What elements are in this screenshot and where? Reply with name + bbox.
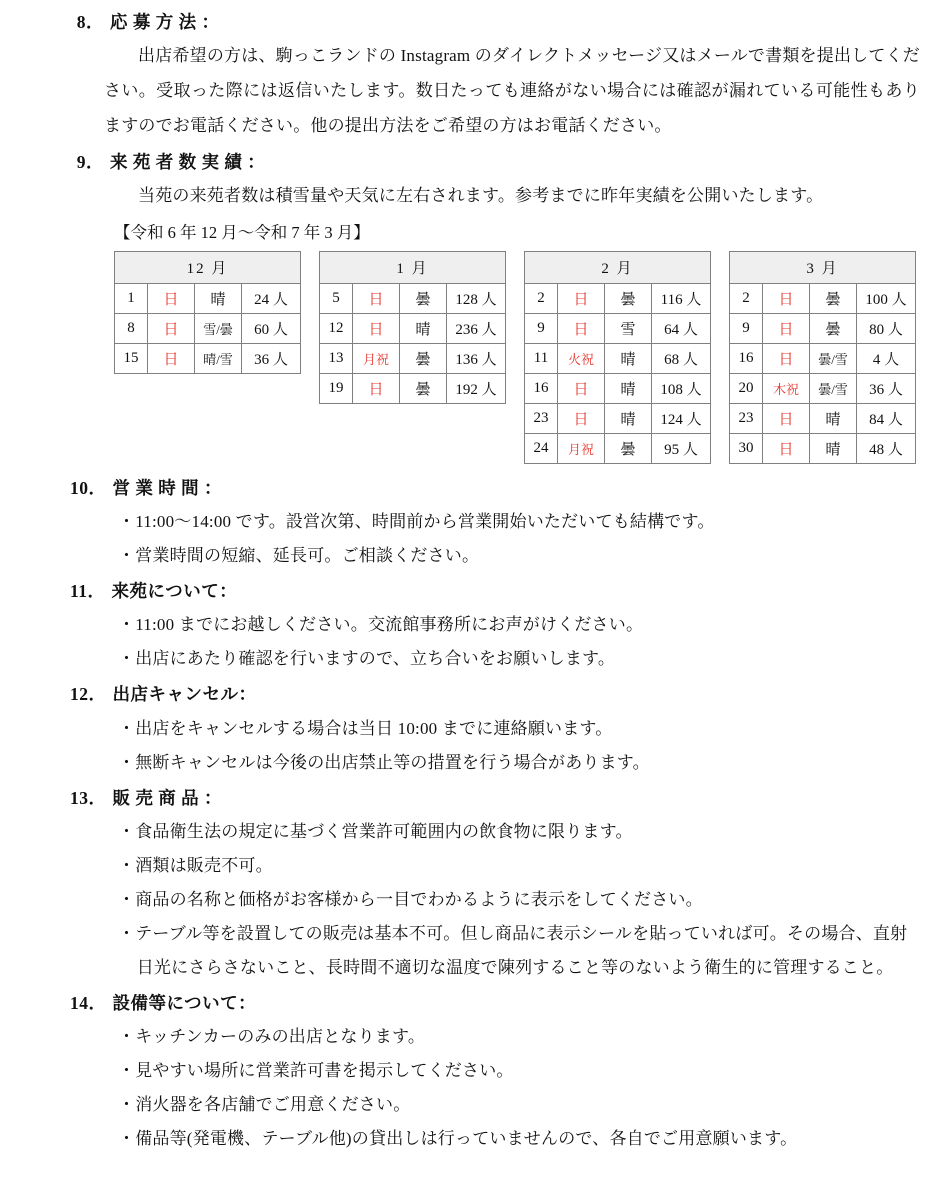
cell-dayofweek: 月祝 xyxy=(353,343,400,373)
cell-day: 19 xyxy=(320,373,353,403)
table-row xyxy=(320,343,506,373)
table-row xyxy=(320,373,506,403)
section-number: 8． xyxy=(76,12,104,32)
cell-dayofweek: 日 xyxy=(763,343,810,373)
cell-day: 30 xyxy=(730,433,763,463)
table-row xyxy=(730,373,916,403)
bullet-item: ・出店にあたり確認を行いますので、立ち合いをお願いします。 xyxy=(118,649,616,669)
table-row xyxy=(525,313,711,343)
table-row xyxy=(115,343,301,373)
cell-dayofweek: 日 xyxy=(763,283,810,313)
bullet-item: ・商品の名称と価格がお客様から一目でわかるように表示をしてください。 xyxy=(118,889,703,909)
cell-count: 64 人 xyxy=(652,313,711,343)
cell-dayofweek: 火祝 xyxy=(558,343,605,373)
bullet-item: ・消火器を各店舗でご用意ください。 xyxy=(118,1095,411,1115)
attendance-table-january xyxy=(319,251,506,404)
table-row xyxy=(730,283,916,313)
cell-weather: 晴 xyxy=(195,283,242,313)
bullet-item: ・無断キャンセルは今後の出店禁止等の措置を行う場合があります。 xyxy=(118,752,650,772)
cell-weather: 雪 xyxy=(605,313,652,343)
section-number: 12． xyxy=(70,684,107,705)
attendance-table-december xyxy=(114,251,301,374)
section-title: 営 業 時 間 ： xyxy=(112,477,222,498)
cell-count: 24 人 xyxy=(242,283,301,313)
cell-weather: 曇 xyxy=(810,283,857,313)
bullet-item: ・11:00～14:00 です。設営次第、時間前から営業開始いただいても結構です。 xyxy=(118,512,715,532)
bullet-item: ・備品等(発電機、テーブル他)の貸出しは行っていませんので、各自でご用意願います。 xyxy=(118,1129,798,1149)
attendance-table-march xyxy=(729,251,916,464)
section-heading xyxy=(70,678,920,711)
cell-day: 8 xyxy=(115,313,148,343)
table-row xyxy=(730,403,916,433)
section-heading xyxy=(70,782,920,815)
cell-weather: 雪/曇 xyxy=(195,313,242,343)
section-number: 9． xyxy=(76,151,104,172)
cell-count: 236 人 xyxy=(447,313,506,343)
cell-dayofweek: 日 xyxy=(763,403,810,433)
section-11 xyxy=(70,575,920,676)
section-heading xyxy=(70,146,920,179)
table-row xyxy=(320,283,506,313)
cell-day: 16 xyxy=(525,373,558,403)
section-heading xyxy=(70,472,920,505)
cell-count: 4 人 xyxy=(857,343,916,373)
cell-weather: 晴 xyxy=(810,433,857,463)
section-title: 応 募 方 法 ： xyxy=(110,12,220,32)
cell-weather: 晴/雪 xyxy=(195,343,242,373)
table-row xyxy=(115,313,301,343)
cell-count: 48 人 xyxy=(857,433,916,463)
cell-weather: 曇 xyxy=(605,283,652,313)
bullet-item: ・食品衛生法の規定に基づく営業許可範囲内の飲食物に限ります。 xyxy=(118,821,633,841)
cell-dayofweek: 日 xyxy=(558,373,605,403)
attendance-table-february xyxy=(524,251,711,464)
bullet-item: ・キッチンカーのみの出店となります。 xyxy=(118,1027,426,1047)
cell-day: 23 xyxy=(730,403,763,433)
cell-dayofweek: 日 xyxy=(148,313,195,343)
table-row xyxy=(730,433,916,463)
section-9 xyxy=(70,146,920,464)
cell-weather: 曇/雪 xyxy=(810,343,857,373)
bullet-item xyxy=(70,917,920,985)
table-row xyxy=(525,433,711,463)
cell-count: 36 人 xyxy=(242,343,301,373)
cell-day: 24 xyxy=(525,433,558,463)
cell-count: 95 人 xyxy=(652,433,711,463)
table-header: 3 月 xyxy=(730,251,916,283)
section-10 xyxy=(70,472,920,573)
cell-dayofweek: 日 xyxy=(148,283,195,313)
cell-count: 136 人 xyxy=(447,343,506,373)
cell-weather: 曇 xyxy=(400,373,447,403)
section-12 xyxy=(70,678,920,779)
cell-day: 9 xyxy=(525,313,558,343)
cell-day: 2 xyxy=(730,283,763,313)
section-paragraph: 当苑の来苑者数は積雪量や天気に左右されます。参考までに昨年実績を公開いたします。 xyxy=(138,186,824,206)
bullet-item: ・酒類は販売不可。 xyxy=(118,855,273,875)
cell-day: 2 xyxy=(525,283,558,313)
section-title: 来 苑 者 数 実 績 ： xyxy=(110,151,266,172)
cell-count: 68 人 xyxy=(652,343,711,373)
section-heading xyxy=(70,987,920,1020)
cell-weather: 曇 xyxy=(605,433,652,463)
cell-weather: 曇 xyxy=(810,313,857,343)
cell-weather: 晴 xyxy=(400,313,447,343)
cell-weather: 曇/雪 xyxy=(810,373,857,403)
cell-weather: 曇 xyxy=(400,283,447,313)
cell-dayofweek: 日 xyxy=(148,343,195,373)
table-row xyxy=(320,313,506,343)
cell-weather: 晴 xyxy=(605,373,652,403)
cell-count: 192 人 xyxy=(447,373,506,403)
cell-count: 116 人 xyxy=(652,283,711,313)
cell-day: 12 xyxy=(320,313,353,343)
bullet-item: ・見やすい場所に営業許可書を掲示してください。 xyxy=(118,1061,514,1081)
cell-dayofweek: 日 xyxy=(763,313,810,343)
cell-dayofweek: 月祝 xyxy=(558,433,605,463)
table-row xyxy=(115,283,301,313)
cell-weather: 晴 xyxy=(605,343,652,373)
cell-dayofweek: 日 xyxy=(558,283,605,313)
cell-day: 23 xyxy=(525,403,558,433)
section-title: 出店キャンセル： xyxy=(112,684,257,705)
table-row xyxy=(730,343,916,373)
attendance-table-caption: 【令和 6 年 12 月～令和 7 年 3 月】 xyxy=(114,222,370,242)
cell-count: 108 人 xyxy=(652,373,711,403)
cell-count: 80 人 xyxy=(857,313,916,343)
cell-day: 9 xyxy=(730,313,763,343)
section-heading xyxy=(70,575,920,608)
cell-dayofweek: 日 xyxy=(353,283,400,313)
section-paragraph: 出店希望の方は、駒っこランドの Instagram のダイレクトメッセージ又はメールで書類を提出してください。受取った際には返信いたします。数日たっても連絡がない場合には確認が漏れている可能性もありますのでお電話ください。他の提出方法をご希望の方はお電話ください。 xyxy=(104,46,920,135)
cell-count: 128 人 xyxy=(447,283,506,313)
table-row xyxy=(525,373,711,403)
cell-weather: 晴 xyxy=(810,403,857,433)
cell-dayofweek: 木祝 xyxy=(763,373,810,403)
table-header: 1 月 xyxy=(320,251,506,283)
cell-day: 5 xyxy=(320,283,353,313)
bullet-item: ・出店をキャンセルする場合は当日 10:00 までに連絡願います。 xyxy=(118,718,613,738)
table-row xyxy=(730,313,916,343)
bullet-item: ・11:00 までにお越しください。交流館事務所にお声がけください。 xyxy=(118,615,644,635)
cell-dayofweek: 日 xyxy=(763,433,810,463)
cell-dayofweek: 日 xyxy=(558,403,605,433)
cell-count: 60 人 xyxy=(242,313,301,343)
section-number: 10． xyxy=(70,477,107,498)
section-number: 11． xyxy=(70,581,106,602)
bullet-text: ・テーブル等を設置しての販売は基本不可。但し商品に表示シールを貼っていれば可。その場合、直射日光にさらさないこと、長時間不適切な温度で陳列すること等のないよう衛生的に管理すること。 xyxy=(118,923,908,977)
cell-day: 1 xyxy=(115,283,148,313)
cell-count: 36 人 xyxy=(857,373,916,403)
cell-count: 124 人 xyxy=(652,403,711,433)
cell-day: 20 xyxy=(730,373,763,403)
cell-weather: 晴 xyxy=(605,403,652,433)
attendance-tables xyxy=(70,251,920,464)
section-number: 14． xyxy=(70,992,107,1013)
section-title: 販 売 商 品 ： xyxy=(112,787,222,808)
cell-dayofweek: 日 xyxy=(558,313,605,343)
section-8 xyxy=(70,6,920,144)
table-row xyxy=(525,343,711,373)
cell-day: 11 xyxy=(525,343,558,373)
section-heading xyxy=(70,6,920,39)
table-header: 2 月 xyxy=(525,251,711,283)
bullet-item: ・営業時間の短縮、延長可。ご相談ください。 xyxy=(118,546,480,566)
cell-day: 13 xyxy=(320,343,353,373)
cell-count: 84 人 xyxy=(857,403,916,433)
table-header: 12 月 xyxy=(115,251,301,283)
cell-day: 15 xyxy=(115,343,148,373)
section-title: 設備等について： xyxy=(112,992,257,1013)
cell-day: 16 xyxy=(730,343,763,373)
cell-dayofweek: 日 xyxy=(353,373,400,403)
table-row xyxy=(525,403,711,433)
cell-weather: 曇 xyxy=(400,343,447,373)
table-row xyxy=(525,283,711,313)
cell-dayofweek: 日 xyxy=(353,313,400,343)
section-number: 13． xyxy=(70,787,107,808)
section-title: 来苑について： xyxy=(111,581,238,602)
cell-count: 100 人 xyxy=(857,283,916,313)
section-13 xyxy=(70,782,920,985)
section-14 xyxy=(70,987,920,1156)
